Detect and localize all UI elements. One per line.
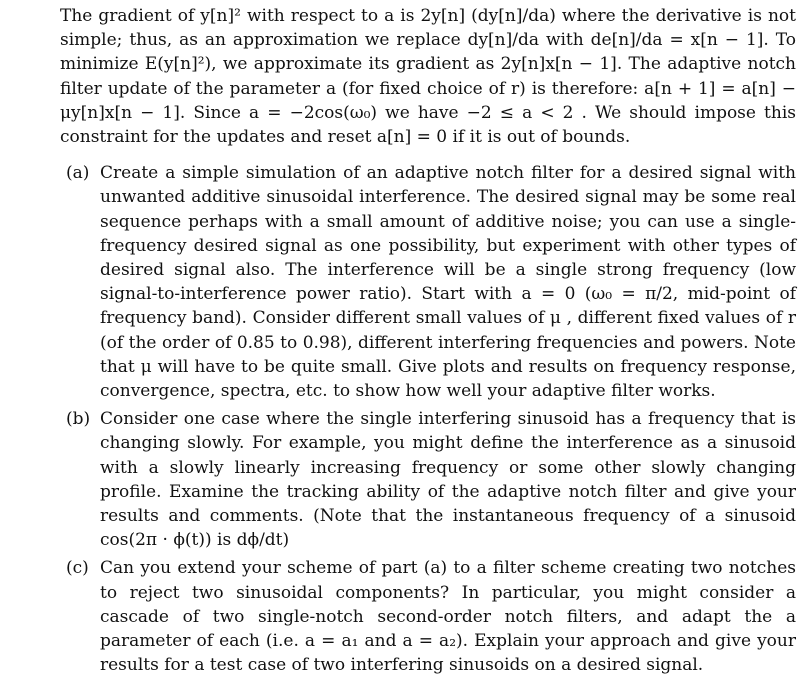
part-a bbox=[66, 161, 796, 403]
part-c-text: Can you extend your scheme of part (a) to a filter scheme creating two notches to reject two sinusoidal components? In particular, you might consider a cascade of two single-notch second-order notch filters, and adapt the a parameter of each (i.e. a = a₁ and a = a₂). Explain your approach and give your results for a test case of two interfering sinusoids on a desired signal. bbox=[100, 558, 796, 676]
part-a-text: Create a simple simulation of an adaptive notch filter for a desired signal with unwanted additive sinusoidal interference. The desired signal may be some real sequence perhaps with a small amount of additive noise; you can use a single-frequency desired signal as one possibility, but experiment with other types of desired signal also. The interference will be a single strong frequency (low signal-to-interference power ratio). Start with a = 0 (ω₀ = π/2, mid-point of frequency band). Consider different small values of μ , different fixed values of r (of the order of 0.85 to 0.98), different interfering frequencies and powers. Note that μ will have to be quite small. Give plots and results on frequency response, convergence, spectra, etc. to show how well your adaptive filter works. bbox=[100, 163, 796, 402]
part-b-text: Consider one case where the single interfering sinusoid has a frequency that is changing slowly. For example, you might define the interference as a sinusoid with a slowly linearly increasing frequency or some other slowly changing profile. Examine the tracking ability of the adaptive notch filter and give your results and comments. (Note that the instantaneous frequency of a sinusoid cos(2π · ϕ(t)) is dϕ/dt) bbox=[100, 409, 796, 551]
exercise-parts-list bbox=[60, 161, 796, 677]
part-c-label: (c) bbox=[66, 558, 89, 579]
part-b-label: (b) bbox=[66, 409, 91, 430]
intro-paragraph: The gradient of y[n]² with respect to a is 2y[n] (dy[n]/da) where the derivative is not simple; thus, as an approximation we replace dy[n]/da with de[n]/da = x[n − 1]. To minimize E(y[n]²), we approximate its gradient as 2y[n]x[n − 1]. The adaptive notch filter update of the parameter a (for fixed choice of r) is therefore: a[n + 1] = a[n] − μy[n]x[n − 1]. Since a = −2cos(ω₀) we have −2 ≤ a < 2 . We should impose this constraint for the updates and reset a[n] = 0 if it is out of bounds. bbox=[60, 6, 796, 148]
part-c bbox=[66, 556, 796, 677]
part-a-label: (a) bbox=[66, 163, 90, 184]
part-b bbox=[66, 407, 796, 552]
